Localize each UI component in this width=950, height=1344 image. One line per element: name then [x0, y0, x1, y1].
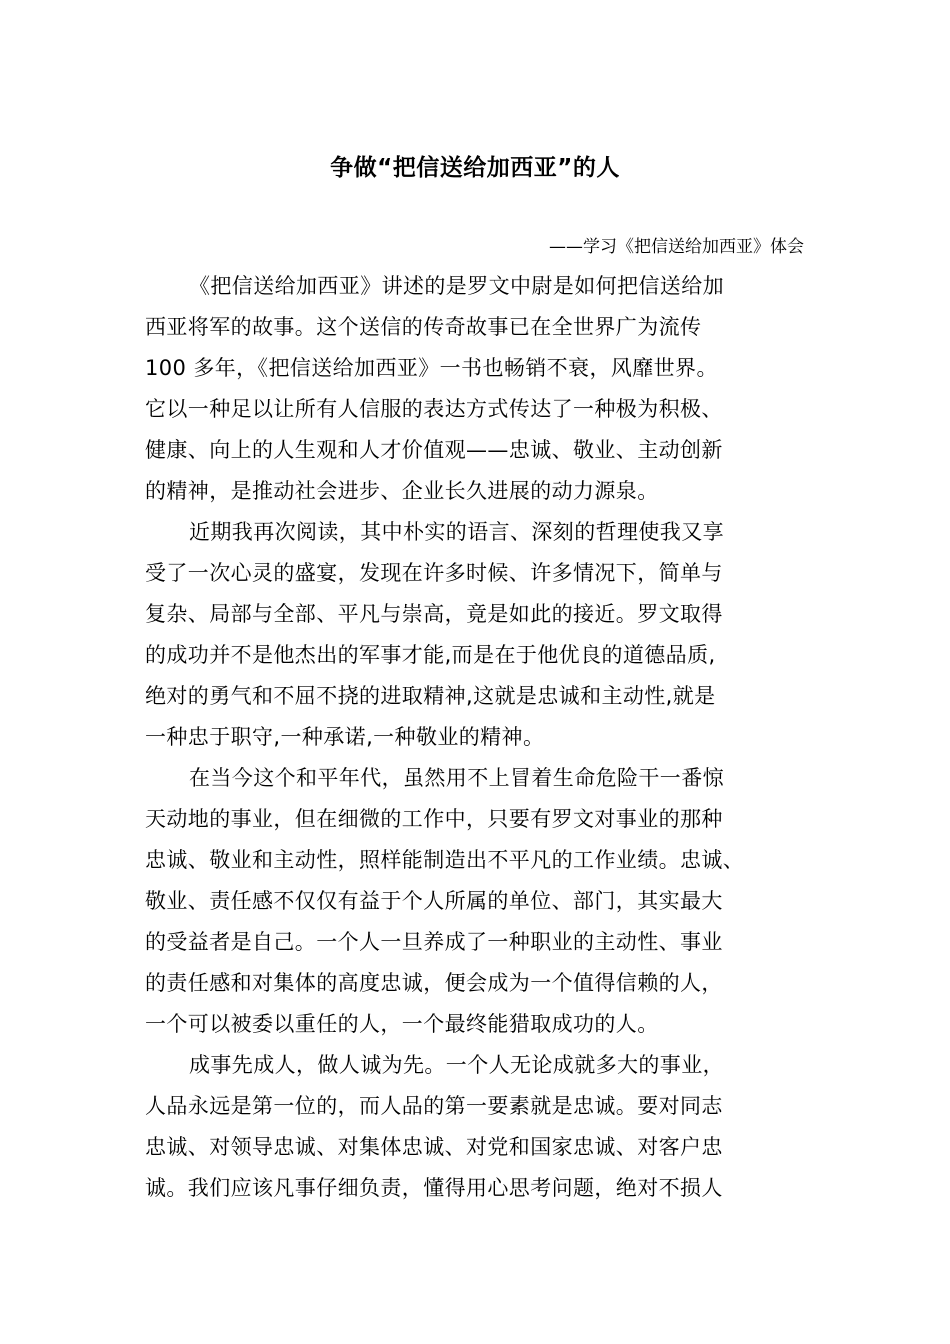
paragraph-2-line-1: 近期我再次阅读，其中朴实的语言、深刻的哲理使我又享 — [189, 520, 724, 544]
paragraph-3-line-7: 一个可以被委以重任的人，一个最终能猎取成功的人。 — [145, 1012, 659, 1036]
paragraph-1-line-6: 的精神，是推动社会进步、企业长久进展的动力源泉。 — [145, 479, 659, 503]
paragraph-1-line-5: 健康、向上的人生观和人才价值观——忠诚、敬业、主动创新 — [145, 438, 723, 462]
paragraph-2-line-6: 一种忠于职守,一种承诺,一种敬业的精神。 — [145, 725, 545, 749]
paragraph-2-line-3: 复杂、局部与全部、平凡与崇高，竟是如此的接近。罗文取得 — [145, 602, 723, 626]
paragraph-1-line-4: 它以一种足以让所有人信服的表达方式传达了一种极为积极、 — [145, 397, 723, 421]
paragraph-4-line-4: 诚。我们应该凡事仔细负责，懂得用心思考问题，绝对不损人 — [145, 1176, 723, 1200]
paragraph-3-line-4: 敬业、责任感不仅仅有益于个人所属的单位、部门，其实最大 — [145, 889, 723, 913]
paragraph-4-line-3: 忠诚、对领导忠诚、对集体忠诚、对党和国家忠诚、对客户忠 — [145, 1135, 723, 1159]
paragraph-1-line-2: 西亚将军的故事。这个送信的传奇故事已在全世界广为流传 — [145, 315, 702, 339]
paragraph-4-line-2: 人品永远是第一位的，而人品的第一要素就是忠诚。要对同志 — [145, 1094, 723, 1118]
paragraph-2-line-5: 绝对的勇气和不屈不挠的进取精神,这就是忠诚和主动性,就是 — [145, 684, 716, 708]
paragraph-3-line-6: 的责任感和对集体的高度忠诚，便会成为一个值得信赖的人， — [145, 971, 723, 995]
paragraph-3-line-5: 的受益者是自己。一个人一旦养成了一种职业的主动性、事业 — [145, 930, 723, 954]
paragraph-2-line-2: 受了一次心灵的盛宴，发现在许多时候、许多情况下，简单与 — [145, 561, 723, 585]
document-body — [145, 266, 807, 1209]
paragraph-4-line-1: 成事先成人，做人诚为先。一个人无论成就多大的事业， — [189, 1053, 724, 1077]
paragraph-1-line-3: 100 多年，《把信送给加西亚》一书也畅销不衰，风靡世界。 — [145, 356, 718, 380]
paragraph-3-line-1: 在当今这个和平年代，虽然用不上冒着生命危险干一番惊 — [189, 766, 724, 790]
paragraph-3-line-2: 天动地的事业，但在细微的工作中，只要有罗文对事业的那种 — [145, 807, 723, 831]
document-subtitle: ——学习《把信送给加西亚》体会 — [549, 237, 804, 257]
document-title: 争做“把信送给加西亚”的人 — [330, 155, 620, 181]
paragraph-2-line-4: 的成功并不是他杰出的军事才能,而是在于他优良的道德品质, — [145, 643, 716, 667]
paragraph-1-line-1: 《把信送给加西亚》讲述的是罗文中尉是如何把信送给加 — [189, 274, 724, 298]
paragraph-3-line-3: 忠诚、敬业和主动性，照样能制造出不平凡的工作业绩。忠诚、 — [145, 848, 745, 872]
